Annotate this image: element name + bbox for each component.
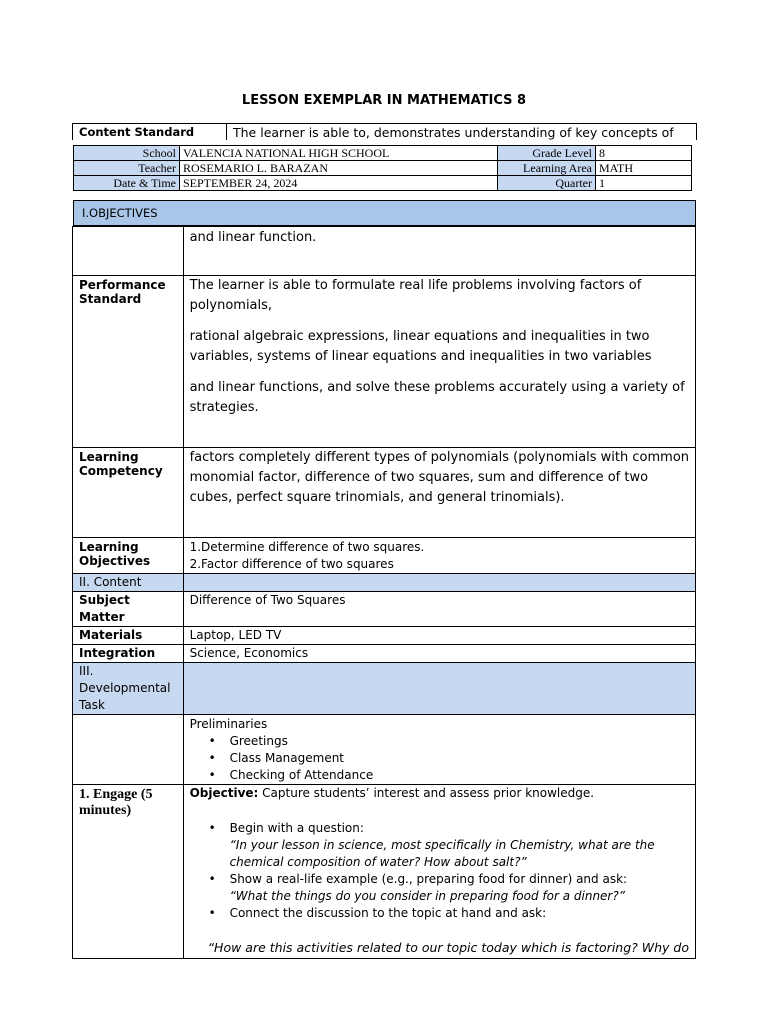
content-standard-label: Content Standard	[79, 125, 195, 139]
bullet-quote: “What the things do you consider in preparing food for a dinner?”	[229, 889, 625, 903]
learning-objectives-cell	[183, 538, 695, 574]
list-item	[230, 871, 689, 905]
quarter-label: Quarter	[498, 176, 596, 191]
learning-competency-label: Learning Competency	[73, 448, 184, 538]
empty-cell	[73, 227, 184, 276]
school-label: School	[74, 146, 180, 161]
engage-list	[190, 820, 689, 922]
objective-item: 1.Determine difference of two squares.	[189, 540, 425, 554]
teacher-label: Teacher	[74, 161, 180, 176]
closing-quote: “How are this activities related to our topic today which is factoring? Why do	[207, 940, 689, 955]
engage-objective	[190, 785, 689, 802]
integration-label: Integration	[73, 645, 184, 663]
date-time-label: Date & Time	[74, 176, 180, 191]
learning-area-value: MATH	[596, 161, 692, 176]
content-standard-row	[72, 123, 697, 140]
performance-para-2: rational algebraic expressions, linear equations and inequalities in two variables, systems of linear equations and inequalities in two variables	[189, 329, 652, 364]
list-item: • Greetings	[230, 733, 689, 750]
list-item: • Class Management	[230, 750, 689, 767]
column-divider	[226, 124, 227, 140]
learning-area-label: Learning Area	[498, 161, 596, 176]
list-item	[230, 820, 689, 871]
quarter-value: 1	[596, 176, 692, 191]
bullet-text: • Connect the discussion to the topic at hand and ask:	[229, 906, 547, 920]
subject-matter-value: Difference of Two Squares	[183, 592, 695, 627]
learning-objectives-label: Learning Objectives	[73, 538, 184, 574]
learning-competency-cell	[183, 448, 695, 538]
grade-level-value: 8	[596, 146, 692, 161]
content-standard-text: The learner is able to, demonstrates understanding of key concepts of	[233, 125, 674, 140]
objective-item: 2.Factor difference of two squares	[189, 557, 394, 571]
performance-para-3: and linear functions, and solve these problems accurately using a variety of strategies.	[189, 380, 685, 415]
preliminaries-list	[190, 733, 689, 784]
materials-label: Materials	[73, 627, 184, 645]
page-title: LESSON EXEMPLAR IN MATHEMATICS 8	[241, 93, 527, 108]
lesson-plan-table	[72, 226, 696, 959]
objectives-header	[73, 200, 696, 226]
developmental-task-header: III. Developmental Task	[73, 663, 184, 715]
objectives-header-label: I.OBJECTIVES	[82, 206, 158, 220]
preliminaries-cell	[183, 715, 695, 785]
teacher-value: ROSEMARIO L. BARAZAN	[180, 161, 498, 176]
integration-value: Science, Economics	[183, 645, 695, 663]
engage-cell	[73, 785, 184, 959]
continued-cell	[183, 227, 695, 276]
list-item	[230, 905, 689, 922]
learning-competency-text: factors completely different types of polynomials (polynomials with common monomial factor, difference of two squares, sum and difference of two cubes, perfect square trinomials, and general trinomials).	[189, 450, 690, 505]
continued-text: and linear function.	[189, 230, 317, 245]
bullet-text: • Begin with a question:	[229, 821, 364, 835]
bullet-quote: “In your lesson in science, most specifically in Chemistry, what are the chemical composition of water? How about salt?”	[229, 838, 655, 869]
date-time-value: SEPTEMBER 24, 2024	[180, 176, 498, 191]
bullet-text: • Show a real-life example (e.g., preparing food for dinner) and ask:	[229, 872, 628, 886]
performance-para-1: The learner is able to formulate real life problems involving factors of polynomials,	[189, 278, 642, 313]
performance-standard-cell	[183, 276, 695, 448]
content-section-header-fill	[183, 574, 695, 592]
developmental-task-header-fill	[183, 663, 695, 715]
materials-value: Laptop, LED TV	[183, 627, 695, 645]
engage-label: 1. Engage (5 minutes)	[79, 787, 153, 818]
lesson-info-table	[73, 145, 692, 191]
objective-label: Objective:	[189, 786, 259, 800]
content-section-header: II. Content	[73, 574, 184, 592]
grade-level-label: Grade Level	[498, 146, 596, 161]
performance-standard-label: Performance Standard	[73, 276, 184, 448]
subject-matter-label: Subject Matter	[73, 592, 184, 627]
engage-content	[183, 785, 695, 959]
school-value: VALENCIA NATIONAL HIGH SCHOOL	[180, 146, 498, 161]
preliminaries-title: Preliminaries	[189, 717, 268, 731]
empty-cell	[73, 715, 184, 785]
list-item: • Checking of Attendance	[230, 767, 689, 784]
objective-text: Capture students’ interest and assess prior knowledge.	[258, 786, 595, 800]
